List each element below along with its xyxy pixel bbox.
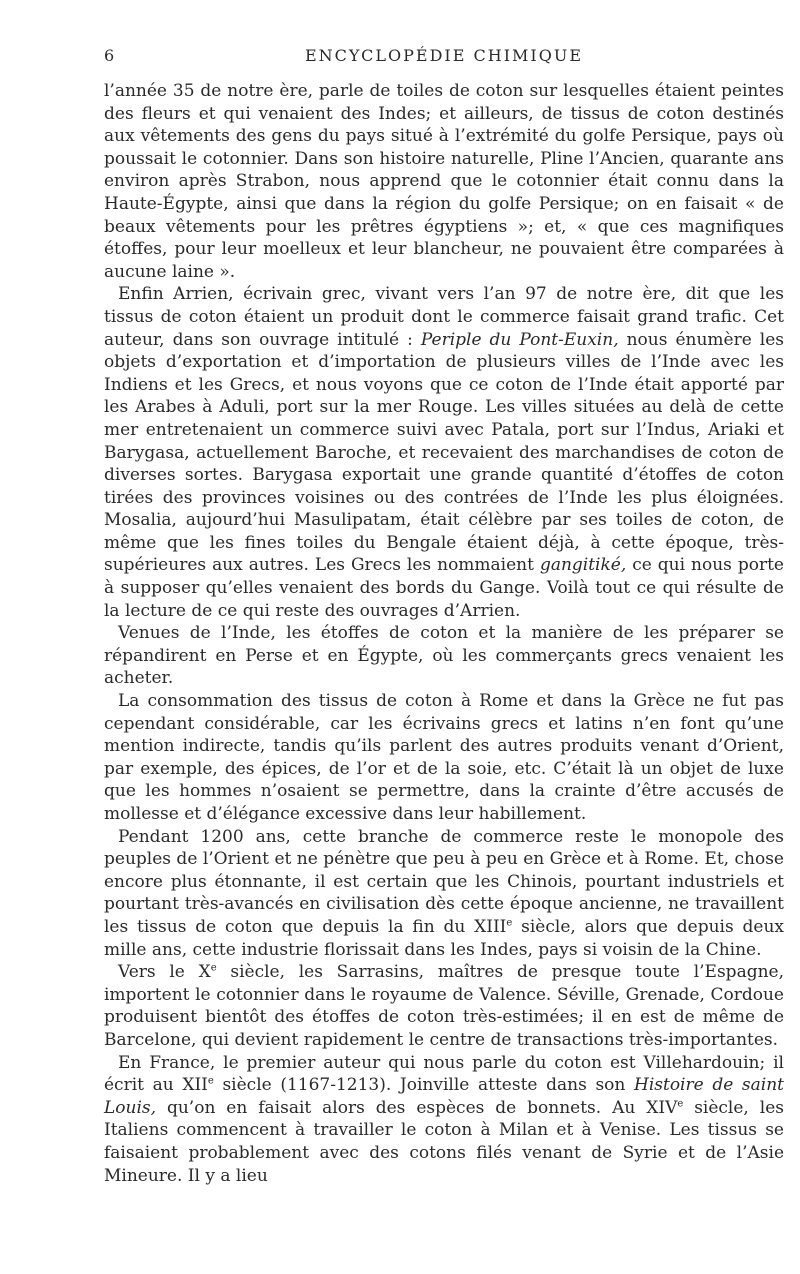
paragraph-5: Pendant 1200 ans, cette branche de commerce reste le monopole des peuples de l’Orient et ne pénètre que peu à peu en Grèce et à Rome. Et, chose encore plus étonnante, il est certain que les Chinois, pourtant industriels et pourtant très-avancés en civilisation dès cette époque ancienne, ne travaillent les tissus de coton que depuis la fin du XIIIe siècle, alors que depuis deux mille ans, cette industrie florissait dans les Indes, pays si voisin de la Chine. [104, 826, 784, 960]
page-number: 6 [104, 46, 116, 65]
paragraph-6: Vers le Xe siècle, les Sarrasins, maîtres de presque toute l’Espagne, importent le cotonnier dans le royaume de Valence. Séville, Grenade, Cordoue produisent bientôt des étoffes de coton très-estimées; il en est de même de Barcelone, qui devient rapidement le centre de transactions très-importantes. [104, 962, 784, 1050]
page-header [104, 40, 784, 80]
paragraph-4: La consommation des tissus de coton à Rome et dans la Grèce ne fut pas cependant considérable, car les écrivains grecs et latins n’en font qu’une mention indirecte, tandis qu’ils parlent des autres produits venant d’Orient, par exemple, des épices, de l’or et de la soie, etc. C’était là un objet de luxe que les hommes n’osaient se permettre, dans la crainte d’être accusés de mollesse et d’élégance excessive dans leur habillement. [104, 691, 784, 824]
page [104, 40, 784, 1187]
paragraph-2: Enfin Arrien, écrivain grec, vivant vers l’an 97 de notre ère, dit que les tissus de coton étaient un produit dont le commerce faisait grand trafic. Cet auteur, dans son ouvrage intitulé : Periple du Pont-Euxin, nous énumère les objets d’exportation et d’importation de plusieurs villes de l’Inde avec les Indiens et les Grecs, et nous voyons que ce coton de l’Inde était apporté par les Arabes à Aduli, port sur la mer Rouge. Les villes situées au delà de cette mer entretenaient un commerce suivi avec Patala, port sur l’Indus, Ariaki et Barygasa, actuellement Baroche, et recevaient des marchandises de coton de diverses sortes. Barygasa exportait une grande quantité d’étoffes de coton tirées des provinces voisines ou des contrées de l’Inde les plus éloignées. Mosalia, aujourd’hui Masulipatam, était célèbre par ses toiles de coton, de même que les fines toiles du Bengale étaient déjà, à cette époque, très-supérieures aux autres. Les Grecs les nommaient gangitiké, ce qui nous porte à supposer qu’elles venaient des bords du Gange. Voilà tout ce qui résulte de la lecture de ce qui reste des ouvrages d’Arrien. [104, 284, 785, 621]
body-text [104, 80, 784, 1187]
paragraph-1: l’année 35 de notre ère, parle de toiles de coton sur lesquelles étaient peintes des fleurs et qui venaient des Indes; et ailleurs, de tissus de coton destinés aux vêtements des gens du pays situé à l’extrémité du golfe Persique, pays où poussait le cotonnier. Dans son histoire naturelle, Pline l’Ancien, quarante ans environ après Strabon, nous apprend que le cotonnier était connu dans la Haute-Égypte, ainsi que dans la région du golfe Persique; on en faisait « de beaux vêtements pour les prêtres égyptiens »; et, « que ces magnifiques étoffes, pour leur moelleux et leur blancheur, ne pouvaient être comparées à aucune laine ». [104, 81, 784, 282]
paragraph-3: Venues de l’Inde, les étoffes de coton et la manière de les préparer se répandirent en Perse et en Égypte, où les commerçants grecs venaient les acheter. [104, 623, 784, 689]
paragraph-7: En France, le premier auteur qui nous parle du coton est Villehardouin; il écrit au XIIe siècle (1167-1213). Joinville atteste dans son Histoire de saint Louis, qu’on en faisait alors des espèces de bonnets. Au XIVe siècle, les Italiens commencent à travailler le coton à Milan et à Venise. Les tissus se faisaient probablement avec des cotons filés venant de Syrie et de l’Asie Mineure. Il y a lieu [104, 1052, 784, 1186]
work-title-periple: Periple du Pont-Euxin, [420, 329, 619, 350]
running-title: ENCYCLOPÉDIE CHIMIQUE [304, 46, 584, 65]
term-gangitike: gangitiké, [539, 555, 627, 576]
work-title-saint-louis: Histoire de saint Louis, [104, 1075, 784, 1118]
